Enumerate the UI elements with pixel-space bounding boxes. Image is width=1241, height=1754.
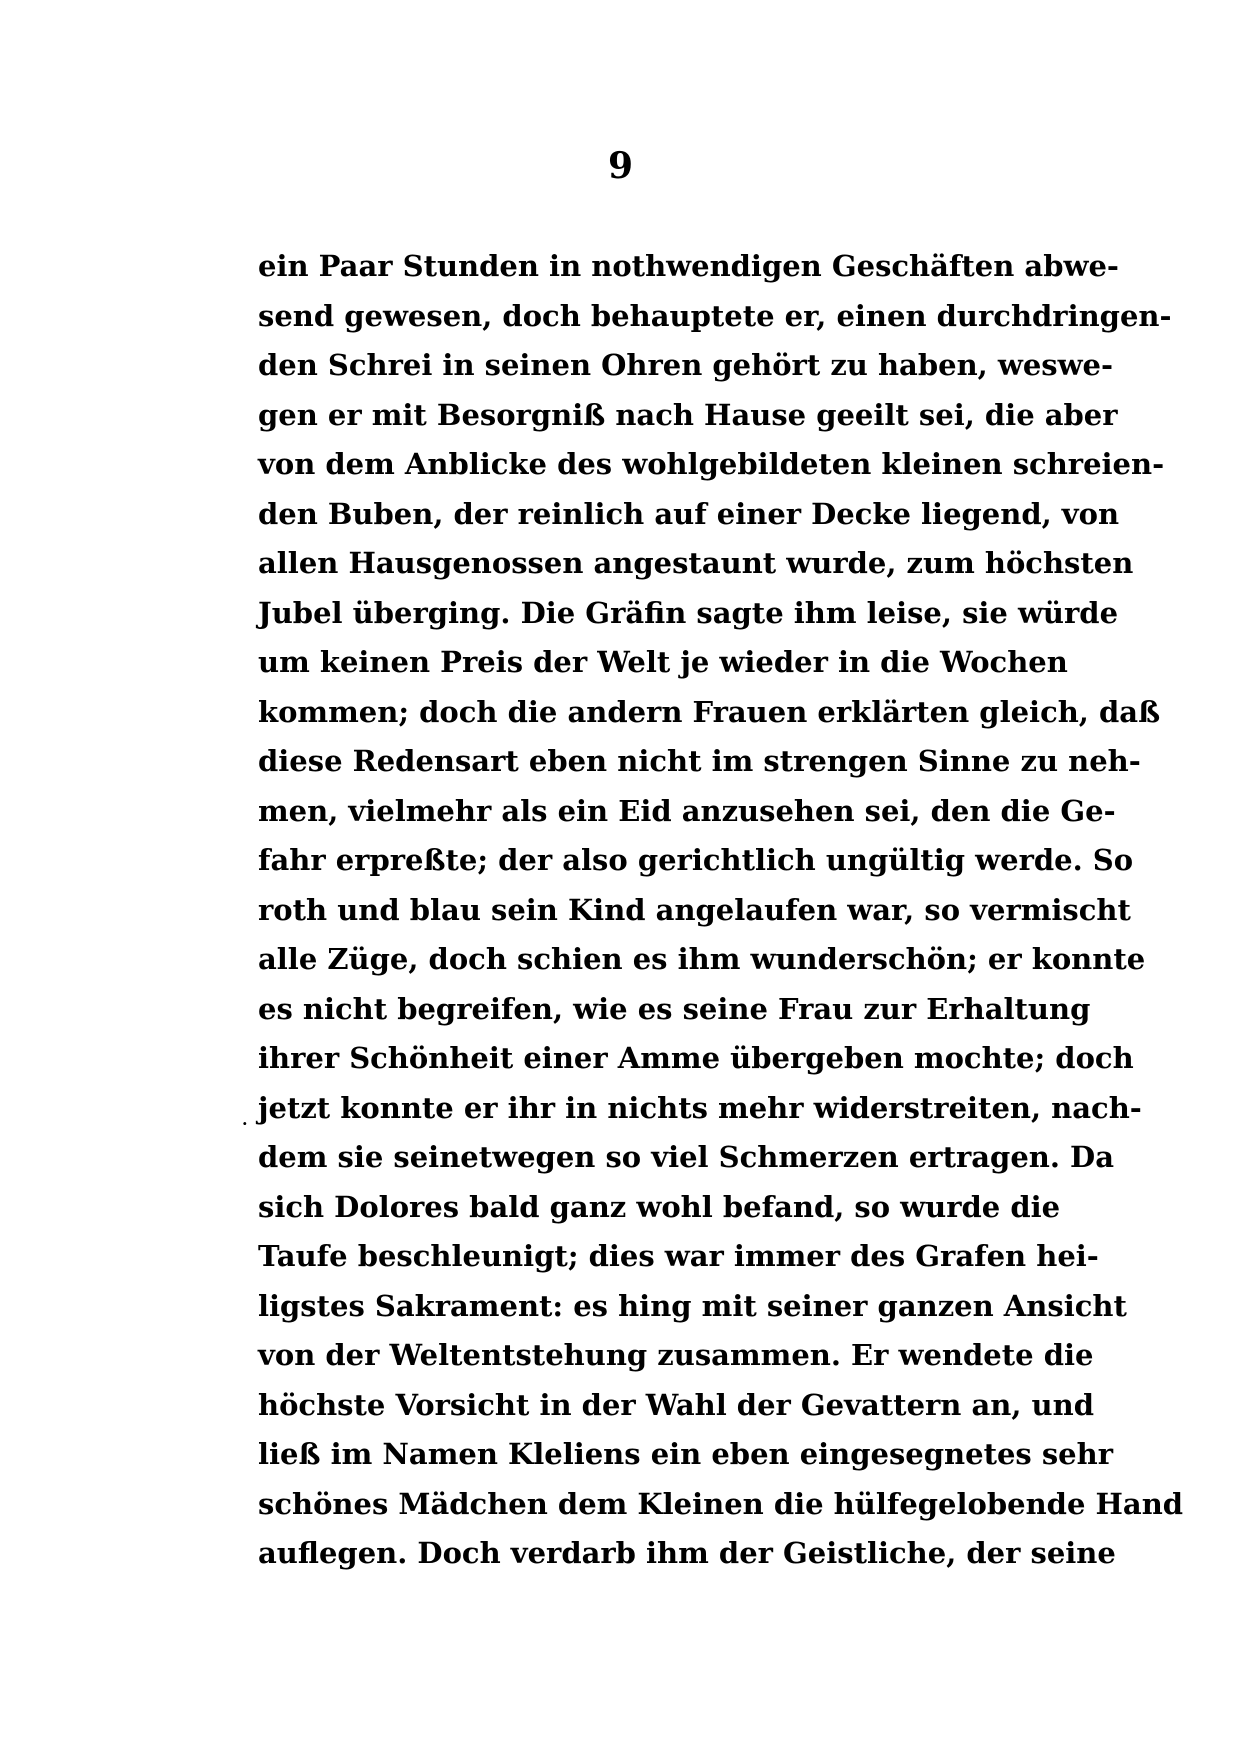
text-line: men, vielmehr als ein Eid anzusehen sei, den die Ge- — [258, 793, 1116, 828]
text-line: den Buben, der reinlich auf einer Decke liegend, von — [258, 496, 1120, 531]
body-text — [258, 242, 1184, 1579]
text-line: roth und blau sein Kind angelaufen war, so vermischt — [258, 892, 1131, 927]
text-line: ligstes Sakrament: es hing mit seiner ganzen Ansicht — [258, 1288, 1127, 1323]
text-line: von der Weltentstehung zusammen. Er wendete die — [258, 1338, 1094, 1372]
text-line: Jubel überging. Die Gräfin sagte ihm leise, sie würde — [258, 595, 1119, 630]
text-line: schönes Mädchen dem Kleinen die hülfegelobende Hand — [258, 1486, 1184, 1521]
text-line: jetzt konnte er ihr in nichts mehr widerstreiten, nach- — [258, 1090, 1142, 1125]
text-line: kommen; doch die andern Frauen erklärten gleich, daß — [258, 694, 1161, 729]
text-line: dem sie seinetwegen so viel Schmerzen ertragen. Da — [258, 1140, 1114, 1174]
text-line: auflegen. Doch verdarb ihm der Geistliche, der seine — [258, 1536, 1116, 1570]
text-line: ließ im Namen Kleliens ein eben eingesegnetes sehr — [258, 1437, 1113, 1471]
stray-ink-mark: . — [242, 1110, 248, 1129]
text-line: es nicht begreifen, wie es seine Frau zur Erhaltung — [258, 991, 1091, 1026]
text-line: diese Redensart eben nicht im strengen Sinne zu neh- — [258, 744, 1141, 778]
text-line: sich Dolores bald ganz wohl befand, so wurde die — [258, 1189, 1061, 1224]
text-line: um keinen Preis der Welt je wieder in die Wochen — [258, 645, 1068, 679]
text-line: höchste Vorsicht in der Wahl der Gevattern an, und — [258, 1387, 1094, 1422]
text-line: den Schrei in seinen Ohren gehört zu haben, weswe- — [258, 348, 1114, 382]
text-line: alle Züge, doch schien es ihm wunderschön; er konnte — [258, 942, 1146, 976]
text-line: fahr erpreßte; der also gerichtlich ungültig werde. So — [258, 843, 1134, 877]
text-line: send gewesen, doch behauptete er, einen durchdringen- — [258, 298, 1172, 333]
text-line: allen Hausgenossen angestaunt wurde, zum höchsten — [258, 546, 1134, 580]
text-line: von dem Anblicke des wohlgebildeten kleinen schreien- — [258, 447, 1165, 481]
text-line: Taufe beschleunigt; dies war immer des Grafen hei- — [258, 1239, 1099, 1273]
text-line: ihrer Schönheit einer Amme übergeben mochte; doch — [258, 1041, 1134, 1075]
text-line: ein Paar Stunden in nothwendigen Geschäften abwe- — [258, 249, 1119, 283]
page-number: 9 — [607, 145, 634, 187]
text-line: gen er mit Besorgniß nach Hause geeilt sei, die aber — [258, 397, 1118, 432]
